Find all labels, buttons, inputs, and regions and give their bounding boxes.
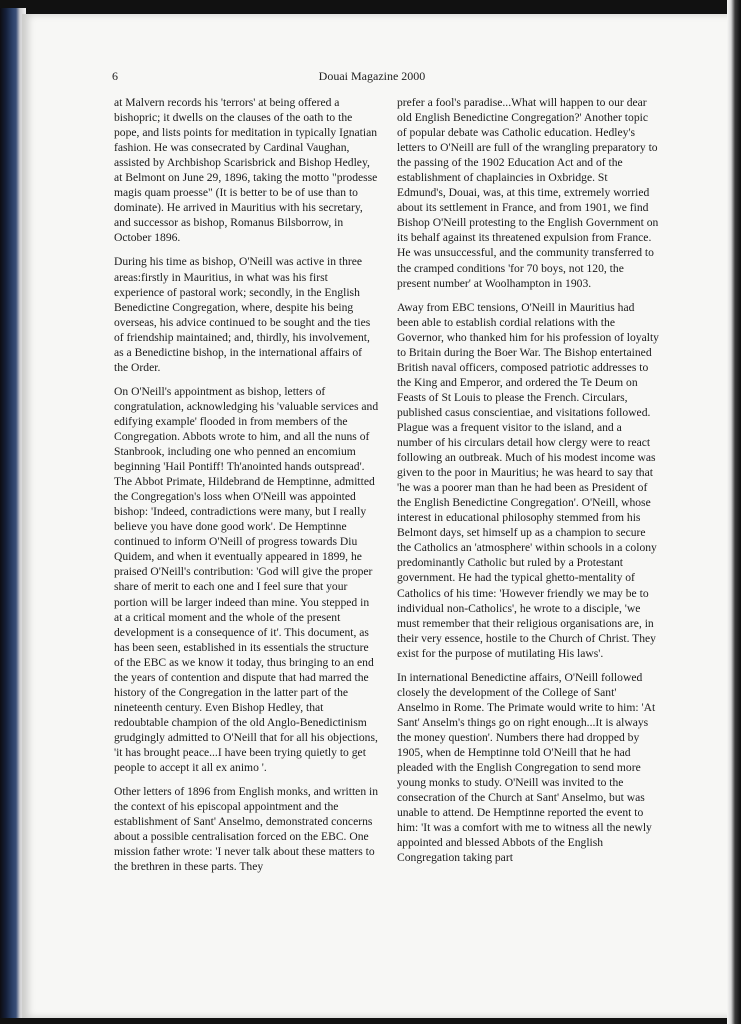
running-header [112, 69, 632, 85]
paragraph: In international Benedictine affairs, O'Neill followed closely the development of the College of Sant' Anselmo in Rome. The Primate would write to him: 'At Sant' Anselm's things go on right enough...It is always the money question'. Numbers there had dropped by 1905, when de Hemptinne told O'Neill that he had pleaded with the English Congregation to send more young monks to study. O'Neill was invited to the consecration of the Church at Sant' Anselmo, but was unable to attend. De Hemptinne reported the event to him: 'It was a comfort with me to witness all the newly appointed and blessed Abbots of the English Congregation taking part [397, 670, 656, 865]
page-edge [727, 0, 741, 1024]
left-column [114, 95, 379, 883]
right-column [397, 95, 659, 874]
paragraph: prefer a fool's paradise...What will happen to our dear old English Benedictine Congregation?' Another topic of popular debate was Catholic education. Hedley's letters to O'Neill are full of the wrangling preparatory to the passing of the 1902 Education Act and of the establishment of chaplaincies in Oxbridge. St Edmund's, Douai, was, at this time, extremely worried about its settlement in France, and from 1901, we find Bishop O'Neill protesting to the English Government on its behalf against its threatened expulsion from France. He was unsuccessful, and the community transferred to the cramped conditions 'for 70 boys, not 120, the present number' at Woolhampton in 1903. [397, 96, 659, 290]
paragraph: Other letters of 1896 from English monks, and written in the context of his episcopal appointment and the establishment of Sant' Anselmo, demonstrated concerns about a possible centralisation forced on the EBC. One mission father wrote: 'I never talk about these matters to the brethren in these parts. They [114, 785, 379, 874]
paragraph: Away from EBC tensions, O'Neill in Mauritius had been able to establish cordial relations with the Governor, who thanked him for his profession of loyalty to Britain during the Boer War. The Bishop entertained British naval officers, composed patriotic addresses to the King and Emperor, and ordered the Te Deum on Feasts of St Louis to please the French. Circulars, published casus conscientiae, and visitations followed. Plague was a frequent visitor to the island, and a number of his circulars detail how clergy were to react following an outbreak. Much of his modest income was given to the poor in Mauritius; he was heard to say that 'he was a poorer man than he had been as President of the English Benedictine Congregation'. O'Neill, whose interest in educational philosophy stemmed from his Belmont days, set himself up as a champion to secure the Catholics an 'atmosphere' within schools in a colony predominantly Catholic but ruled by a Protestant government. He had the typical ghetto-mentality of Catholics of his time: 'However friendly we may be to individual non-Catholics', he wrote to a disciple, 'we must remember that their religious organisations are, in their very essence, hostile to the Church of Christ. They exist for the purpose of mutilating His laws'. [397, 300, 659, 660]
paragraph: On O'Neill's appointment as bishop, letters of congratulation, acknowledging his 'valuable services and edifying example' flooded in from members of the Congregation. Abbots wrote to him, and all the nuns of Stanbrook, including one who penned an encomium beginning 'Hail Pontiff! Th'anointed hands outspread'. The Abbot Primate, Hildebrand de Hemptinne, admitted the Congregation's loss when O'Neill was appointed bishop: 'Indeed, contradictions were many, but I really believe you have done good work'. De Hemptinne continued to inform O'Neill of progress towards Diu Quidem, and when it eventually appeared in 1899, he praised O'Neill's contribution: 'God will give the proper share of merit to each one and I feel sure that your portion will be larger indeed than mine. You stepped in at a critical moment and the whole of the present development is a consequence of it'. This document, as has been seen, established in its essentials the structure of the EBC as we know it today, thus bringing to an end the years of contention and dispute that had marred the history of the Congregation in the latter part of the nineteenth century. Even Bishop Hedley, that redoubtable champion of the old Anglo-Benedictinism grudgingly admitted to O'Neill that for all his objections, 'it has brought peace...I have been trying quietly to get people to accept it all ex animo '. [114, 384, 379, 775]
paragraph: at Malvern records his 'terrors' at being offered a bishopric; it dwells on the clauses of the oath to the pope, and lists points for meditation in typically Ignatian fashion. He was consecrated by Cardinal Vaughan, assisted by Archbishop Scarisbrick and Bishop Hedley, at Belmont on June 29, 1896, taking the motto "prodesse magis quam proesse" (It is better to be of use than to dominate). He arrived in Mauritius with his secretary, and successor as bishop, Romanus Bilsborrow, in October 1896. [114, 96, 378, 245]
magazine-title: Douai Magazine 2000 [318, 69, 426, 83]
page-number: 6 [112, 69, 118, 83]
paragraph: During his time as bishop, O'Neill was active in three areas:firstly in Mauritius, in what was his first experience of pastoral work; secondly, in the English Benedictine Congregation, where, despite his being overseas, his advice continued to be sought and the ties of friendship maintained; and, thirdly, his involvement, as a Benedictine bishop, in the international affairs of the Order. [114, 255, 371, 374]
